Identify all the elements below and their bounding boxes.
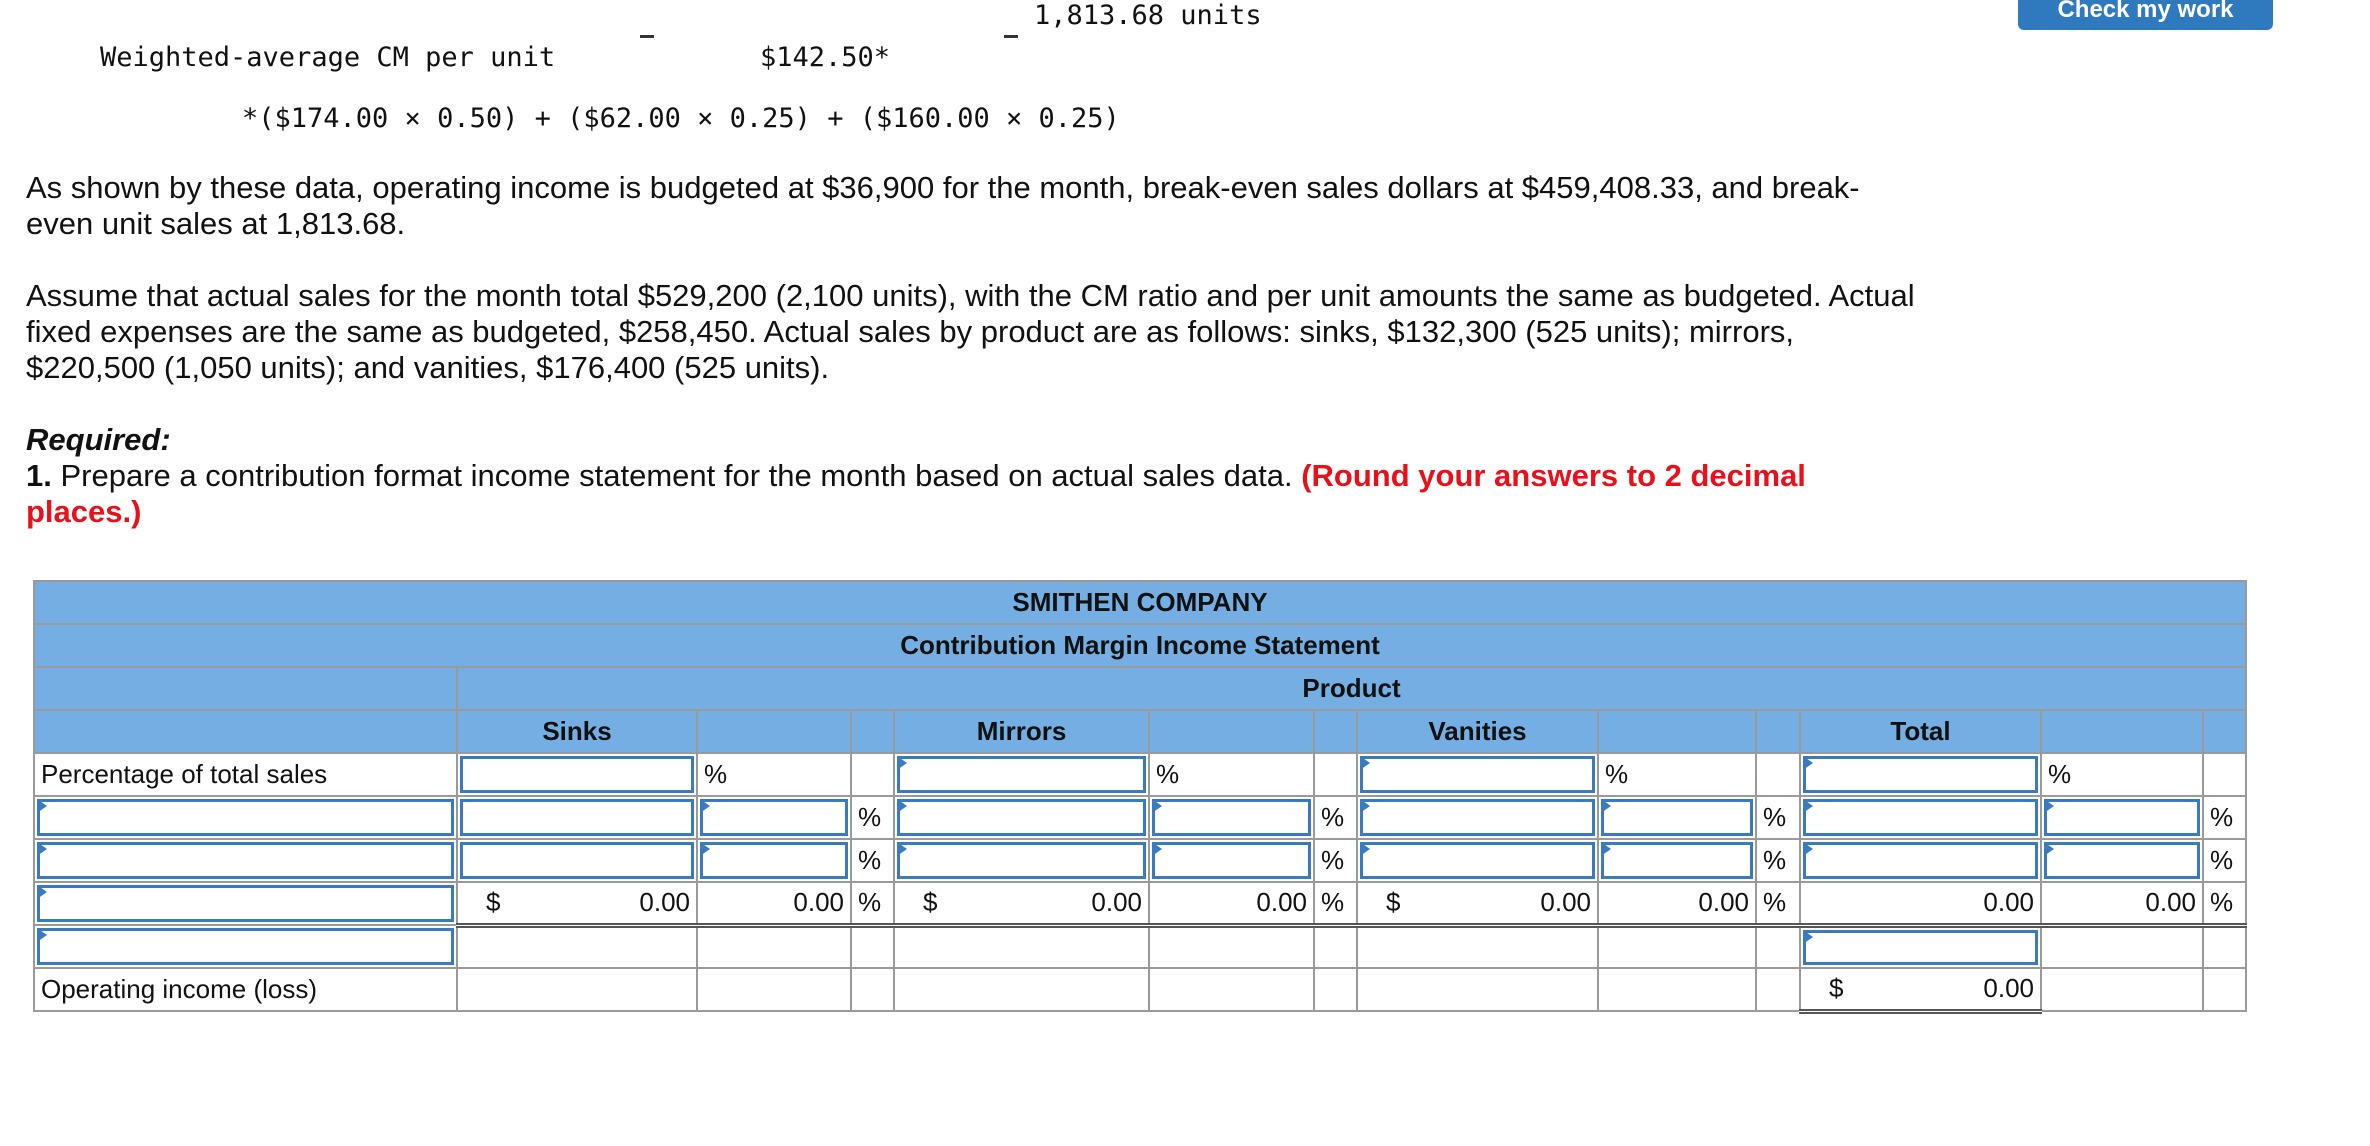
empty-cell bbox=[1314, 968, 1357, 1011]
pct-sign: % bbox=[851, 839, 894, 882]
sinks-computed-amount bbox=[457, 882, 697, 925]
header-blank bbox=[34, 710, 457, 753]
vanities-amount-input[interactable] bbox=[1357, 839, 1598, 882]
total-ratio-input[interactable] bbox=[2041, 839, 2203, 882]
vanities-amount-input[interactable] bbox=[1357, 796, 1598, 839]
empty-cell bbox=[1314, 925, 1357, 968]
pct-sign: % bbox=[2203, 796, 2246, 839]
vanities-ratio-input[interactable] bbox=[1598, 796, 1756, 839]
pct-sign: % bbox=[2203, 882, 2246, 925]
total-computed-amount: 0.00 bbox=[1800, 882, 2041, 925]
amount-value: 0.00 bbox=[1983, 973, 2034, 1004]
header-blank bbox=[2041, 710, 2203, 753]
empty-cell bbox=[1598, 925, 1756, 968]
weighted-average-value: $142.50* bbox=[760, 42, 891, 73]
header-blank bbox=[697, 710, 851, 753]
total-amount-input[interactable] bbox=[1800, 839, 2041, 882]
mirrors-computed-amount bbox=[894, 882, 1149, 925]
vanities-computed-ratio: 0.00 bbox=[1598, 882, 1756, 925]
empty-cell bbox=[1357, 968, 1598, 1011]
empty-cell bbox=[1149, 925, 1314, 968]
col-vanities: Vanities bbox=[1357, 710, 1598, 753]
fixed-expenses-input[interactable] bbox=[1800, 925, 2041, 968]
pct-sign: % bbox=[1314, 882, 1357, 925]
col-mirrors: Mirrors bbox=[894, 710, 1149, 753]
statement-title: Contribution Margin Income Statement bbox=[34, 624, 2246, 667]
pct-sign: % bbox=[1598, 753, 1756, 796]
vanities-ratio-input[interactable] bbox=[1598, 839, 1756, 882]
amount-value: 0.00 bbox=[1540, 887, 1591, 918]
sinks-computed-ratio: 0.00 bbox=[697, 882, 851, 925]
row2-label-select[interactable] bbox=[34, 796, 457, 839]
total-computed-ratio: 0.00 bbox=[2041, 882, 2203, 925]
empty-cell bbox=[1756, 925, 1800, 968]
empty-cell bbox=[2203, 925, 2246, 968]
header-blank bbox=[1598, 710, 1756, 753]
empty-cell bbox=[457, 968, 697, 1011]
mirrors-amount-input[interactable] bbox=[894, 839, 1149, 882]
dollar-sign: $ bbox=[1829, 973, 1844, 1004]
empty-cell bbox=[2203, 968, 2246, 1011]
row-label-operating-income: Operating income (loss) bbox=[34, 968, 457, 1011]
total-percentage-input[interactable] bbox=[1800, 753, 2041, 796]
empty-cell bbox=[2041, 925, 2203, 968]
sinks-ratio-input[interactable] bbox=[697, 796, 851, 839]
header-blank bbox=[34, 667, 457, 710]
sinks-percentage-input[interactable] bbox=[457, 753, 697, 796]
row4-label-select[interactable] bbox=[34, 882, 457, 925]
total-ratio-input[interactable] bbox=[2041, 796, 2203, 839]
requirement-1 bbox=[26, 458, 1866, 530]
amount-value: 0.00 bbox=[639, 887, 690, 918]
empty-cell bbox=[894, 968, 1149, 1011]
row3-label-select[interactable] bbox=[34, 839, 457, 882]
requirement-text: Prepare a contribution format income statement for the month based on actual sales data. bbox=[60, 458, 1293, 493]
vanities-computed-amount bbox=[1357, 882, 1598, 925]
col-total: Total bbox=[1800, 710, 2041, 753]
empty-cell bbox=[1314, 753, 1357, 796]
dash-mark bbox=[640, 35, 654, 38]
empty-cell bbox=[1598, 968, 1756, 1011]
intro-paragraph: As shown by these data, operating income is budgeted at $36,900 for the month, break-even sales dollars at $459,408.33, and break-even unit sales at 1,813.68. bbox=[26, 170, 1860, 241]
required-heading: Required: bbox=[26, 422, 171, 457]
empty-cell bbox=[1756, 968, 1800, 1011]
company-name: SMITHEN COMPANY bbox=[34, 581, 2246, 624]
col-sinks: Sinks bbox=[457, 710, 697, 753]
mirrors-ratio-input[interactable] bbox=[1149, 839, 1314, 882]
header-blank bbox=[1314, 710, 1357, 753]
empty-cell bbox=[851, 968, 894, 1011]
product-header: Product bbox=[457, 667, 2246, 710]
vanities-percentage-input[interactable] bbox=[1357, 753, 1598, 796]
pct-sign: % bbox=[1756, 882, 1800, 925]
empty-cell bbox=[1756, 753, 1800, 796]
empty-cell bbox=[2203, 753, 2246, 796]
pct-sign: % bbox=[2041, 753, 2203, 796]
weighted-average-label: Weighted-average CM per unit bbox=[100, 42, 556, 73]
mirrors-amount-input[interactable] bbox=[894, 796, 1149, 839]
row-label-percentage: Percentage of total sales bbox=[34, 753, 457, 796]
sinks-amount-input[interactable] bbox=[457, 839, 697, 882]
empty-cell bbox=[697, 968, 851, 1011]
pct-sign: % bbox=[1149, 753, 1314, 796]
partial-units-text: 1,813.68 units bbox=[1034, 0, 1262, 31]
requirement-number: 1. bbox=[26, 458, 52, 493]
empty-cell bbox=[2041, 968, 2203, 1011]
operating-income-total bbox=[1800, 968, 2041, 1011]
assumption-paragraph: Assume that actual sales for the month total $529,200 (2,100 units), with the CM ratio and per unit amounts the same as budgeted. Actual fixed expenses are the same as budgeted, $258,450. Actual sales by product are as follows: sinks, $132,300 (525 units); mirrors, $220,500 (1,050 units); and vanities, $176,400 (525 units). bbox=[26, 278, 1915, 385]
header-blank bbox=[1149, 710, 1314, 753]
dash-mark bbox=[1004, 35, 1018, 38]
amount-value: 0.00 bbox=[1091, 887, 1142, 918]
pct-sign: % bbox=[1314, 796, 1357, 839]
header-blank bbox=[2203, 710, 2246, 753]
pct-sign: % bbox=[1314, 839, 1357, 882]
income-statement-table bbox=[33, 580, 2247, 1014]
check-my-work-button[interactable]: Check my work bbox=[2018, 0, 2273, 30]
empty-cell bbox=[851, 925, 894, 968]
rounding-note: (Round your answers to 2 decimal places.) bbox=[26, 458, 1806, 529]
empty-cell bbox=[1357, 925, 1598, 968]
empty-cell bbox=[851, 753, 894, 796]
dollar-sign: $ bbox=[1386, 887, 1401, 918]
mirrors-ratio-input[interactable] bbox=[1149, 796, 1314, 839]
empty-cell bbox=[697, 925, 851, 968]
sinks-amount-input[interactable] bbox=[457, 796, 697, 839]
pct-sign: % bbox=[851, 796, 894, 839]
dollar-sign: $ bbox=[923, 887, 938, 918]
pct-sign: % bbox=[1756, 796, 1800, 839]
mirrors-percentage-input[interactable] bbox=[894, 753, 1149, 796]
pct-sign: % bbox=[1756, 839, 1800, 882]
total-amount-input[interactable] bbox=[1800, 796, 2041, 839]
pct-sign: % bbox=[851, 882, 894, 925]
empty-cell bbox=[1149, 968, 1314, 1011]
header-blank bbox=[1756, 710, 1800, 753]
row5-label-select[interactable] bbox=[34, 925, 457, 968]
pct-sign: % bbox=[2203, 839, 2246, 882]
empty-cell bbox=[457, 925, 697, 968]
pct-sign: % bbox=[697, 753, 851, 796]
sinks-ratio-input[interactable] bbox=[697, 839, 851, 882]
empty-cell bbox=[894, 925, 1149, 968]
header-blank bbox=[851, 710, 894, 753]
weighted-average-footnote: *($174.00 × 0.50) + ($62.00 × 0.25) + ($160.00 × 0.25) bbox=[242, 103, 1120, 134]
mirrors-computed-ratio: 0.00 bbox=[1149, 882, 1314, 925]
dollar-sign: $ bbox=[486, 887, 501, 918]
